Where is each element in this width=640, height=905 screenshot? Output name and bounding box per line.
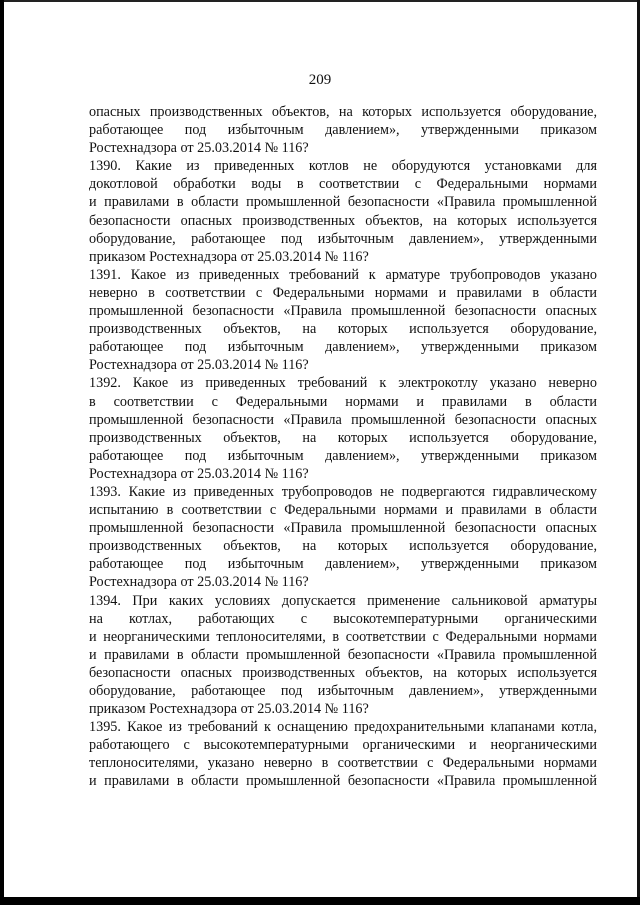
text-line: и правилами в области промышленной безопасности «Правила промышленной [89, 646, 597, 663]
text-line: опасных производственных объектов, на которых используется оборудование, [89, 104, 597, 120]
text-line: приказом Ростехнадзора от 25.03.2014 № 116? [89, 248, 369, 265]
text-line: производственных объектов, на которых используется оборудование, [89, 538, 597, 555]
question-paragraph [89, 266, 597, 375]
question-paragraph [89, 483, 597, 592]
text-line: Ростехнадзора от 25.03.2014 № 116? [89, 140, 309, 157]
text-line: теплоносителями, указано неверно в соответствии с Федеральными нормами [89, 755, 597, 772]
text-line: неверно в соответствии с Федеральными нормами и правилами в области [89, 284, 597, 301]
text-line: производственных объектов, на которых используется оборудование, [89, 321, 597, 338]
text-line: промышленной безопасности «Правила промышленной безопасности опасных [89, 520, 597, 537]
text-line: промышленной безопасности «Правила промышленной безопасности опасных [89, 303, 597, 320]
text-line: Ростехнадзора от 25.03.2014 № 116? [89, 357, 309, 374]
text-line: и неорганическими теплоносителями, в соответствии с Федеральными нормами [89, 628, 597, 645]
text-line: безопасности опасных производственных объектов, на которых используется [89, 664, 597, 681]
text-line: безопасности опасных производственных объектов, на которых используется [89, 212, 597, 229]
text-line: оборудование, работающее под избыточным давлением», утвержденными [89, 683, 597, 699]
text-line: и правилами в области промышленной безопасности «Правила промышленной [89, 773, 597, 790]
text-line: промышленной безопасности «Правила промышленной безопасности опасных [89, 411, 597, 428]
text-line: приказом Ростехнадзора от 25.03.2014 № 116? [89, 701, 369, 718]
text-line: 1395. Какое из требований к оснащению предохранительными клапанами котла, [89, 719, 597, 736]
text-line: 1392. Какое из приведенных требований к электрокотлу указано неверно [89, 375, 597, 392]
scan-bottom-border [0, 897, 640, 905]
text-line: Ростехнадзора от 25.03.2014 № 116? [89, 465, 309, 482]
question-paragraph [89, 157, 597, 266]
page-number: 209 [308, 72, 332, 88]
document-body [89, 103, 597, 791]
text-line: и правилами в области промышленной безопасности «Правила промышленной [89, 194, 597, 211]
question-paragraph [89, 718, 597, 790]
text-line: 1393. Какие из приведенных трубопроводов не подвергаются гидравлическому [89, 483, 597, 500]
text-line: Ростехнадзора от 25.03.2014 № 116? [89, 574, 309, 591]
question-paragraph [89, 592, 597, 719]
text-line: 1394. При каких условиях допускается применение сальниковой арматуры [89, 592, 597, 609]
text-line: работающее под избыточным давлением», утвержденными приказом [89, 447, 597, 464]
scan-left-border [0, 0, 4, 905]
question-paragraph [89, 374, 597, 483]
text-line: работающее под избыточным давлением», утвержденными приказом [89, 339, 597, 356]
text-line: производственных объектов, на которых используется оборудование, [89, 429, 597, 446]
text-line: в соответствии с Федеральными нормами и правилами в области [89, 393, 597, 410]
text-line: на котлах, работающих с высокотемпературными органическими [89, 610, 597, 627]
text-line: работающего с высокотемпературными органическими и неорганическими [89, 737, 597, 754]
text-line: 1390. Какие из приведенных котлов не оборудуются установками для [89, 158, 597, 175]
text-line: работающее под избыточным давлением», утвержденными приказом [89, 556, 597, 573]
text-line: испытанию в соответствии с Федеральными нормами и правилами в области [89, 502, 597, 519]
question-paragraph [89, 103, 597, 157]
text-line: оборудование, работающее под избыточным давлением», утвержденными [89, 230, 597, 247]
text-line: 1391. Какое из приведенных требований к арматуре трубопроводов указано [89, 266, 597, 283]
text-line: работающее под избыточным давлением», утвержденными приказом [89, 122, 597, 139]
scan-top-edge [0, 0, 640, 2]
text-line: докотловой обработки воды в соответствии с Федеральными нормами [89, 176, 597, 193]
